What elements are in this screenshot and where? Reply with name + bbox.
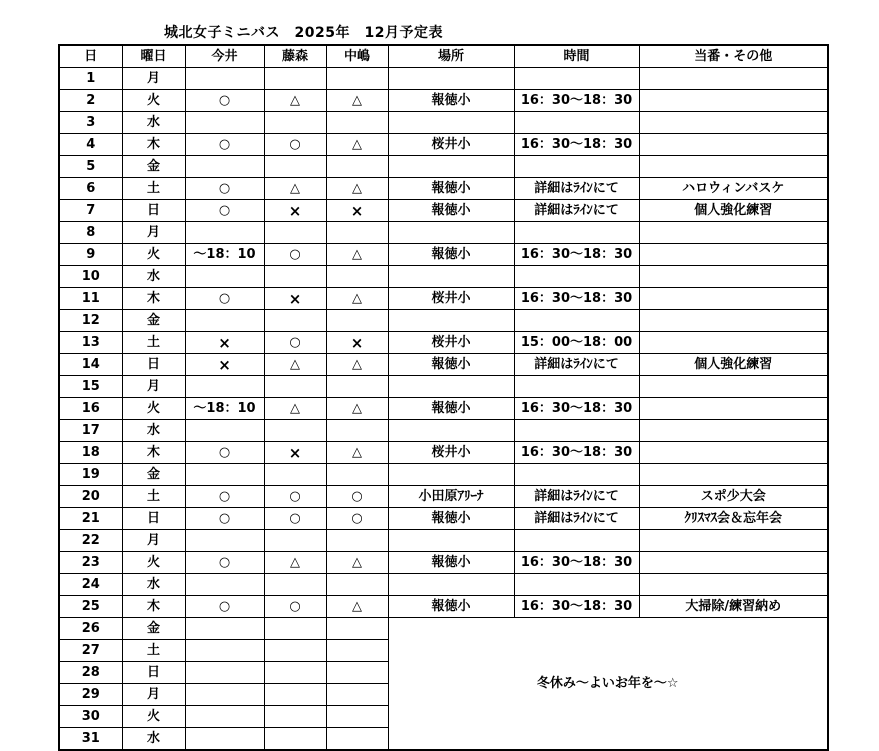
cell-fujimori bbox=[264, 706, 326, 728]
cell-fujimori: ○ bbox=[264, 508, 326, 530]
cell-fujimori bbox=[264, 222, 326, 244]
cell-imai: ○ bbox=[185, 442, 264, 464]
cell-time bbox=[514, 376, 639, 398]
header-row bbox=[59, 45, 828, 68]
cell-nakajima bbox=[326, 640, 388, 662]
cell-weekday: 木 bbox=[122, 134, 185, 156]
cell-nakajima bbox=[326, 706, 388, 728]
cell-weekday: 火 bbox=[122, 706, 185, 728]
cell-note: ｸﾘｽﾏｽ会＆忘年会 bbox=[639, 508, 828, 530]
header-place: 場所 bbox=[388, 45, 514, 68]
cell-day: 5 bbox=[59, 156, 122, 178]
cell-imai: ○ bbox=[185, 596, 264, 618]
cell-place: 報徳小 bbox=[388, 398, 514, 420]
cell-day: 14 bbox=[59, 354, 122, 376]
cell-note bbox=[639, 112, 828, 134]
header-note: 当番・その他 bbox=[639, 45, 828, 68]
schedule-table bbox=[58, 44, 829, 751]
cell-fujimori bbox=[264, 310, 326, 332]
table-row bbox=[59, 288, 828, 310]
cell-time: 詳細はﾗｲﾝにて bbox=[514, 354, 639, 376]
cell-day: 12 bbox=[59, 310, 122, 332]
cell-time: 16：30〜18：30 bbox=[514, 596, 639, 618]
cell-note bbox=[639, 332, 828, 354]
cell-nakajima: ○ bbox=[326, 508, 388, 530]
cell-fujimori bbox=[264, 266, 326, 288]
cell-note: スポ少大会 bbox=[639, 486, 828, 508]
cell-fujimori: △ bbox=[264, 178, 326, 200]
cell-place: 報徳小 bbox=[388, 354, 514, 376]
cell-day: 6 bbox=[59, 178, 122, 200]
header-fujimori: 藤森 bbox=[264, 45, 326, 68]
cell-nakajima: △ bbox=[326, 90, 388, 112]
cell-fujimori: △ bbox=[264, 90, 326, 112]
cell-fujimori: △ bbox=[264, 552, 326, 574]
cell-note bbox=[639, 222, 828, 244]
cell-day: 20 bbox=[59, 486, 122, 508]
cell-imai bbox=[185, 464, 264, 486]
table-row bbox=[59, 508, 828, 530]
cell-weekday: 火 bbox=[122, 398, 185, 420]
cell-fujimori bbox=[264, 464, 326, 486]
table-row bbox=[59, 200, 828, 222]
cell-nakajima: × bbox=[326, 200, 388, 222]
cell-time: 詳細はﾗｲﾝにて bbox=[514, 178, 639, 200]
cell-imai: ○ bbox=[185, 134, 264, 156]
table-row bbox=[59, 596, 828, 618]
cell-imai: 〜18：10 bbox=[185, 398, 264, 420]
cell-imai: 〜18：10 bbox=[185, 244, 264, 266]
cell-nakajima bbox=[326, 310, 388, 332]
cell-imai bbox=[185, 420, 264, 442]
cell-day: 15 bbox=[59, 376, 122, 398]
cell-weekday: 火 bbox=[122, 244, 185, 266]
table-row bbox=[59, 266, 828, 288]
header-nakajima: 中嶋 bbox=[326, 45, 388, 68]
cell-imai bbox=[185, 222, 264, 244]
cell-note bbox=[639, 68, 828, 90]
cell-day: 3 bbox=[59, 112, 122, 134]
cell-place bbox=[388, 464, 514, 486]
cell-note: 個人強化練習 bbox=[639, 354, 828, 376]
cell-time bbox=[514, 266, 639, 288]
cell-place: 桜井小 bbox=[388, 288, 514, 310]
cell-imai bbox=[185, 112, 264, 134]
cell-note bbox=[639, 288, 828, 310]
cell-imai: × bbox=[185, 354, 264, 376]
cell-time bbox=[514, 530, 639, 552]
cell-time bbox=[514, 464, 639, 486]
table-row bbox=[59, 486, 828, 508]
cell-weekday: 木 bbox=[122, 442, 185, 464]
cell-weekday: 水 bbox=[122, 574, 185, 596]
cell-time: 詳細はﾗｲﾝにて bbox=[514, 508, 639, 530]
cell-nakajima: △ bbox=[326, 596, 388, 618]
cell-place: 桜井小 bbox=[388, 442, 514, 464]
cell-place: 報徳小 bbox=[388, 508, 514, 530]
cell-day: 22 bbox=[59, 530, 122, 552]
cell-fujimori bbox=[264, 684, 326, 706]
cell-place: 報徳小 bbox=[388, 178, 514, 200]
cell-note bbox=[639, 266, 828, 288]
table-row bbox=[59, 574, 828, 596]
cell-time: 16：30〜18：30 bbox=[514, 288, 639, 310]
cell-note bbox=[639, 552, 828, 574]
cell-imai bbox=[185, 618, 264, 640]
cell-imai bbox=[185, 706, 264, 728]
cell-imai: ○ bbox=[185, 552, 264, 574]
cell-nakajima: △ bbox=[326, 442, 388, 464]
cell-fujimori bbox=[264, 376, 326, 398]
cell-note bbox=[639, 530, 828, 552]
cell-nakajima: △ bbox=[326, 244, 388, 266]
cell-place bbox=[388, 574, 514, 596]
header-day: 日 bbox=[59, 45, 122, 68]
cell-time bbox=[514, 68, 639, 90]
cell-nakajima bbox=[326, 420, 388, 442]
cell-weekday: 日 bbox=[122, 200, 185, 222]
cell-weekday: 月 bbox=[122, 684, 185, 706]
cell-time: 16：30〜18：30 bbox=[514, 398, 639, 420]
cell-weekday: 水 bbox=[122, 112, 185, 134]
cell-imai bbox=[185, 376, 264, 398]
cell-imai: ○ bbox=[185, 508, 264, 530]
cell-fujimori: ○ bbox=[264, 486, 326, 508]
cell-note bbox=[639, 420, 828, 442]
header-weekday: 曜日 bbox=[122, 45, 185, 68]
cell-time: 16：30〜18：30 bbox=[514, 134, 639, 156]
cell-imai bbox=[185, 684, 264, 706]
cell-day: 1 bbox=[59, 68, 122, 90]
cell-note bbox=[639, 310, 828, 332]
cell-weekday: 金 bbox=[122, 464, 185, 486]
cell-imai: × bbox=[185, 332, 264, 354]
cell-note bbox=[639, 90, 828, 112]
cell-nakajima bbox=[326, 574, 388, 596]
cell-note bbox=[639, 244, 828, 266]
cell-note bbox=[639, 398, 828, 420]
cell-nakajima bbox=[326, 112, 388, 134]
cell-nakajima bbox=[326, 68, 388, 90]
cell-place bbox=[388, 112, 514, 134]
cell-imai bbox=[185, 574, 264, 596]
cell-day: 7 bbox=[59, 200, 122, 222]
cell-time bbox=[514, 574, 639, 596]
cell-note bbox=[639, 464, 828, 486]
cell-day: 29 bbox=[59, 684, 122, 706]
cell-weekday: 金 bbox=[122, 156, 185, 178]
cell-imai: ○ bbox=[185, 200, 264, 222]
cell-time: 16：30〜18：30 bbox=[514, 552, 639, 574]
cell-place bbox=[388, 222, 514, 244]
cell-place: 報徳小 bbox=[388, 552, 514, 574]
cell-fujimori bbox=[264, 662, 326, 684]
cell-place: 桜井小 bbox=[388, 332, 514, 354]
cell-day: 25 bbox=[59, 596, 122, 618]
cell-day: 31 bbox=[59, 728, 122, 751]
cell-place: 報徳小 bbox=[388, 90, 514, 112]
cell-note bbox=[639, 442, 828, 464]
table-row bbox=[59, 332, 828, 354]
cell-nakajima: △ bbox=[326, 178, 388, 200]
cell-fujimori bbox=[264, 640, 326, 662]
cell-nakajima bbox=[326, 684, 388, 706]
cell-weekday: 金 bbox=[122, 618, 185, 640]
table-row bbox=[59, 398, 828, 420]
table-row bbox=[59, 464, 828, 486]
cell-day: 11 bbox=[59, 288, 122, 310]
cell-note: 大掃除/練習納め bbox=[639, 596, 828, 618]
cell-nakajima bbox=[326, 662, 388, 684]
cell-day: 13 bbox=[59, 332, 122, 354]
cell-weekday: 金 bbox=[122, 310, 185, 332]
cell-note bbox=[639, 156, 828, 178]
table-row bbox=[59, 68, 828, 90]
table-row bbox=[59, 442, 828, 464]
table-row bbox=[59, 618, 828, 640]
cell-imai bbox=[185, 68, 264, 90]
cell-day: 16 bbox=[59, 398, 122, 420]
cell-time bbox=[514, 112, 639, 134]
table-row bbox=[59, 354, 828, 376]
cell-weekday: 土 bbox=[122, 332, 185, 354]
cell-nakajima: △ bbox=[326, 288, 388, 310]
cell-day: 23 bbox=[59, 552, 122, 574]
cell-weekday: 月 bbox=[122, 530, 185, 552]
cell-fujimori: ○ bbox=[264, 596, 326, 618]
table-row bbox=[59, 222, 828, 244]
cell-fujimori: △ bbox=[264, 354, 326, 376]
cell-note: 個人強化練習 bbox=[639, 200, 828, 222]
cell-imai: ○ bbox=[185, 178, 264, 200]
table-row bbox=[59, 134, 828, 156]
table-row bbox=[59, 156, 828, 178]
table-row bbox=[59, 178, 828, 200]
cell-weekday: 水 bbox=[122, 266, 185, 288]
cell-fujimori: △ bbox=[264, 398, 326, 420]
table-row bbox=[59, 112, 828, 134]
cell-time: 詳細はﾗｲﾝにて bbox=[514, 200, 639, 222]
cell-imai: ○ bbox=[185, 288, 264, 310]
cell-day: 27 bbox=[59, 640, 122, 662]
cell-imai: ○ bbox=[185, 486, 264, 508]
cell-weekday: 水 bbox=[122, 420, 185, 442]
cell-weekday: 土 bbox=[122, 178, 185, 200]
cell-nakajima bbox=[326, 222, 388, 244]
cell-nakajima: △ bbox=[326, 354, 388, 376]
cell-nakajima: △ bbox=[326, 398, 388, 420]
cell-place bbox=[388, 266, 514, 288]
cell-day: 30 bbox=[59, 706, 122, 728]
cell-fujimori: × bbox=[264, 200, 326, 222]
cell-day: 4 bbox=[59, 134, 122, 156]
cell-time bbox=[514, 420, 639, 442]
cell-day: 26 bbox=[59, 618, 122, 640]
cell-place bbox=[388, 68, 514, 90]
cell-imai bbox=[185, 662, 264, 684]
cell-fujimori: ○ bbox=[264, 244, 326, 266]
cell-day: 2 bbox=[59, 90, 122, 112]
cell-day: 18 bbox=[59, 442, 122, 464]
cell-place bbox=[388, 530, 514, 552]
cell-day: 10 bbox=[59, 266, 122, 288]
cell-weekday: 木 bbox=[122, 288, 185, 310]
cell-fujimori bbox=[264, 574, 326, 596]
cell-nakajima bbox=[326, 376, 388, 398]
cell-fujimori: ○ bbox=[264, 332, 326, 354]
cell-weekday: 日 bbox=[122, 508, 185, 530]
cell-imai: ○ bbox=[185, 90, 264, 112]
cell-place bbox=[388, 376, 514, 398]
cell-place: 報徳小 bbox=[388, 200, 514, 222]
cell-day: 24 bbox=[59, 574, 122, 596]
page-title: 城北女子ミニバス 2025年 12月予定表 bbox=[164, 25, 443, 41]
table-row bbox=[59, 530, 828, 552]
cell-note bbox=[639, 574, 828, 596]
cell-weekday: 日 bbox=[122, 354, 185, 376]
cell-place: 桜井小 bbox=[388, 134, 514, 156]
winter-message: 冬休み〜よいお年を〜☆ bbox=[388, 618, 828, 751]
cell-fujimori bbox=[264, 530, 326, 552]
cell-time: 16：30〜18：30 bbox=[514, 244, 639, 266]
cell-place bbox=[388, 420, 514, 442]
table-row bbox=[59, 420, 828, 442]
cell-weekday: 月 bbox=[122, 222, 185, 244]
cell-day: 8 bbox=[59, 222, 122, 244]
table-row bbox=[59, 310, 828, 332]
cell-fujimori bbox=[264, 420, 326, 442]
cell-nakajima: △ bbox=[326, 134, 388, 156]
cell-weekday: 火 bbox=[122, 552, 185, 574]
cell-weekday: 月 bbox=[122, 376, 185, 398]
cell-place bbox=[388, 156, 514, 178]
cell-note: ハロウィンバスケ bbox=[639, 178, 828, 200]
header-time: 時間 bbox=[514, 45, 639, 68]
cell-imai bbox=[185, 156, 264, 178]
cell-place: 報徳小 bbox=[388, 596, 514, 618]
cell-weekday: 土 bbox=[122, 486, 185, 508]
cell-fujimori bbox=[264, 618, 326, 640]
cell-imai bbox=[185, 266, 264, 288]
cell-fujimori: × bbox=[264, 442, 326, 464]
cell-weekday: 土 bbox=[122, 640, 185, 662]
cell-day: 17 bbox=[59, 420, 122, 442]
cell-nakajima bbox=[326, 156, 388, 178]
cell-time bbox=[514, 156, 639, 178]
cell-time: 15：00〜18：00 bbox=[514, 332, 639, 354]
cell-fujimori bbox=[264, 112, 326, 134]
cell-fujimori: ○ bbox=[264, 134, 326, 156]
cell-time: 詳細はﾗｲﾝにて bbox=[514, 486, 639, 508]
cell-place bbox=[388, 310, 514, 332]
table-row bbox=[59, 244, 828, 266]
cell-day: 28 bbox=[59, 662, 122, 684]
cell-note bbox=[639, 134, 828, 156]
cell-nakajima: △ bbox=[326, 552, 388, 574]
cell-nakajima bbox=[326, 464, 388, 486]
cell-weekday: 月 bbox=[122, 68, 185, 90]
cell-note bbox=[639, 376, 828, 398]
cell-place: 報徳小 bbox=[388, 244, 514, 266]
cell-fujimori: × bbox=[264, 288, 326, 310]
table-row bbox=[59, 90, 828, 112]
cell-day: 21 bbox=[59, 508, 122, 530]
cell-nakajima: ○ bbox=[326, 486, 388, 508]
cell-nakajima bbox=[326, 266, 388, 288]
cell-time: 16：30〜18：30 bbox=[514, 442, 639, 464]
cell-fujimori bbox=[264, 68, 326, 90]
cell-nakajima: × bbox=[326, 332, 388, 354]
cell-nakajima bbox=[326, 530, 388, 552]
table-row bbox=[59, 552, 828, 574]
cell-weekday: 日 bbox=[122, 662, 185, 684]
header-imai: 今井 bbox=[185, 45, 264, 68]
cell-imai bbox=[185, 310, 264, 332]
cell-time: 16：30〜18：30 bbox=[514, 90, 639, 112]
cell-fujimori bbox=[264, 156, 326, 178]
cell-imai bbox=[185, 530, 264, 552]
cell-nakajima bbox=[326, 618, 388, 640]
cell-time bbox=[514, 310, 639, 332]
cell-day: 19 bbox=[59, 464, 122, 486]
cell-imai bbox=[185, 640, 264, 662]
cell-time bbox=[514, 222, 639, 244]
cell-weekday: 木 bbox=[122, 596, 185, 618]
cell-weekday: 水 bbox=[122, 728, 185, 751]
cell-day: 9 bbox=[59, 244, 122, 266]
cell-place: 小田原ｱﾘｰﾅ bbox=[388, 486, 514, 508]
table-row bbox=[59, 376, 828, 398]
cell-weekday: 火 bbox=[122, 90, 185, 112]
